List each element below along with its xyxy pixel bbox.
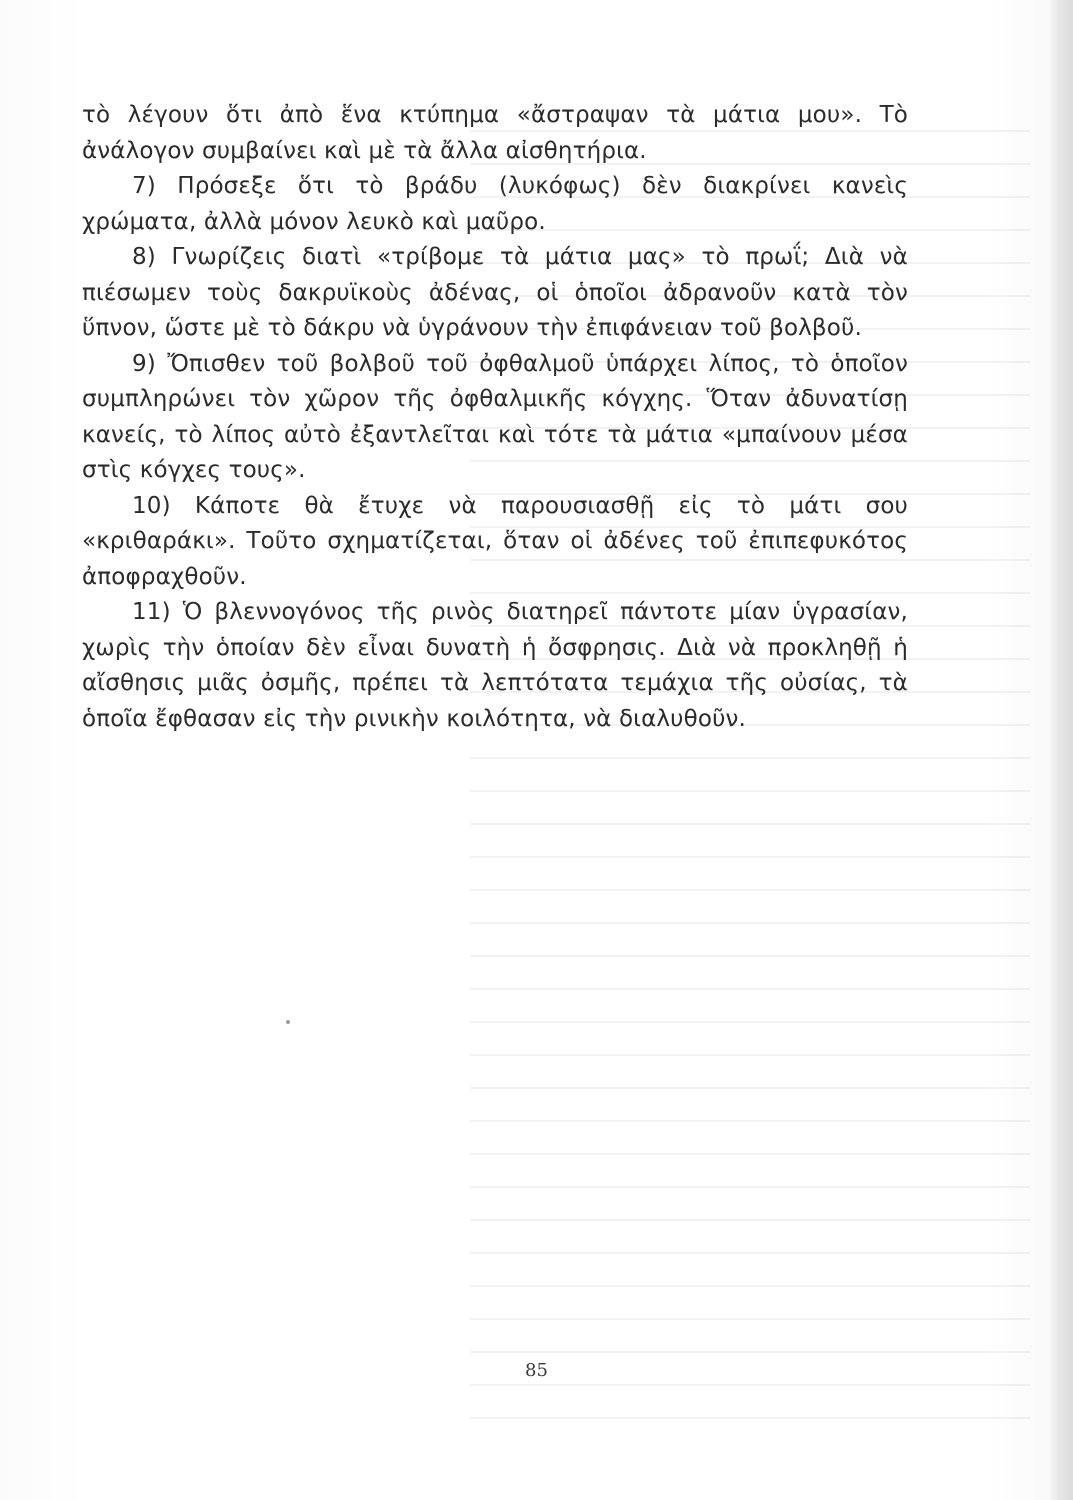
paragraph-item-10: 10) Κάποτε θὰ ἔτυχε νὰ παρουσιασθῇ εἰς τὸ μάτι σου «κριθαράκι». Τοῦτο σχηματίζεται, ὅταν οἱ ἀδένες τοῦ ἐπιπεφυκότος ἀποφραχθοῦν. bbox=[82, 492, 908, 590]
paragraph-continuation: τὸ λέγουν ὅτι ἀπὸ ἕνα κτύπημα «ἄστραψαν τὰ μάτια μου». Τὸ ἀνάλογον συμβαίνει καὶ μὲ τὰ ἄλλα αἰσθητήρια. bbox=[82, 102, 908, 164]
paragraph-item-11: 11) Ὁ βλεννογόνος τῆς ρινὸς διατηρεῖ πάντοτε μίαν ὑγρασίαν, χωρὶς τὴν ὁποίαν δὲν εἶναι δυνατὴ ἡ ὄσφρησις. Διὰ νὰ προκληθῇ ἡ αἴσθησις μιᾶς ὀσμῆς, πρέπει τὰ λεπτότατα τεμάχια τῆς οὐσίας, τὰ ὁποῖα ἔφθασαν εἰς τὴν ρινικὴν κοιλότητα, νὰ διαλυθοῦν. bbox=[82, 599, 908, 732]
page-number: 85 bbox=[525, 1360, 548, 1381]
scan-speck bbox=[286, 1020, 290, 1024]
paragraph-item-9: 9) Ὄπισθεν τοῦ βολβοῦ τοῦ ὀφθαλμοῦ ὑπάρχει λίπος, τὸ ὁποῖον συμπληρώνει τὸν χῶρον τῆς ὀφθαλμικῆς κόγχης. Ὅταν ἀδυνατίσῃ κανείς, τὸ λίπος αὐτὸ ἐξαντλεῖται καὶ τότε τὰ μάτια «μπαίνουν μέσα στὶς κόγχες τους». bbox=[82, 350, 908, 483]
paragraph-item-8: 8) Γνωρίζεις διατὶ «τρίβομε τὰ μάτια μας» τὸ πρωΐ; Διὰ νὰ πιέσωμεν τοὺς δακρυϊκοὺς ἀδένας, οἱ ὁποῖοι ἀδρανοῦν κατὰ τὸν ὕπνον, ὥστε μὲ τὸ δάκρυ νὰ ὑγράνουν τὴν ἐπιφάνειαν τοῦ βολβοῦ. bbox=[82, 244, 908, 341]
body-text bbox=[82, 98, 908, 737]
page-edge-shadow bbox=[1051, 0, 1073, 1500]
paragraph-item-7: 7) Πρόσεξε ὅτι τὸ βράδυ (λυκόφως) δὲν διακρίνει κανεὶς χρώματα, ἀλλὰ μόνον λευκὸ καὶ μαῦρο. bbox=[82, 173, 908, 235]
